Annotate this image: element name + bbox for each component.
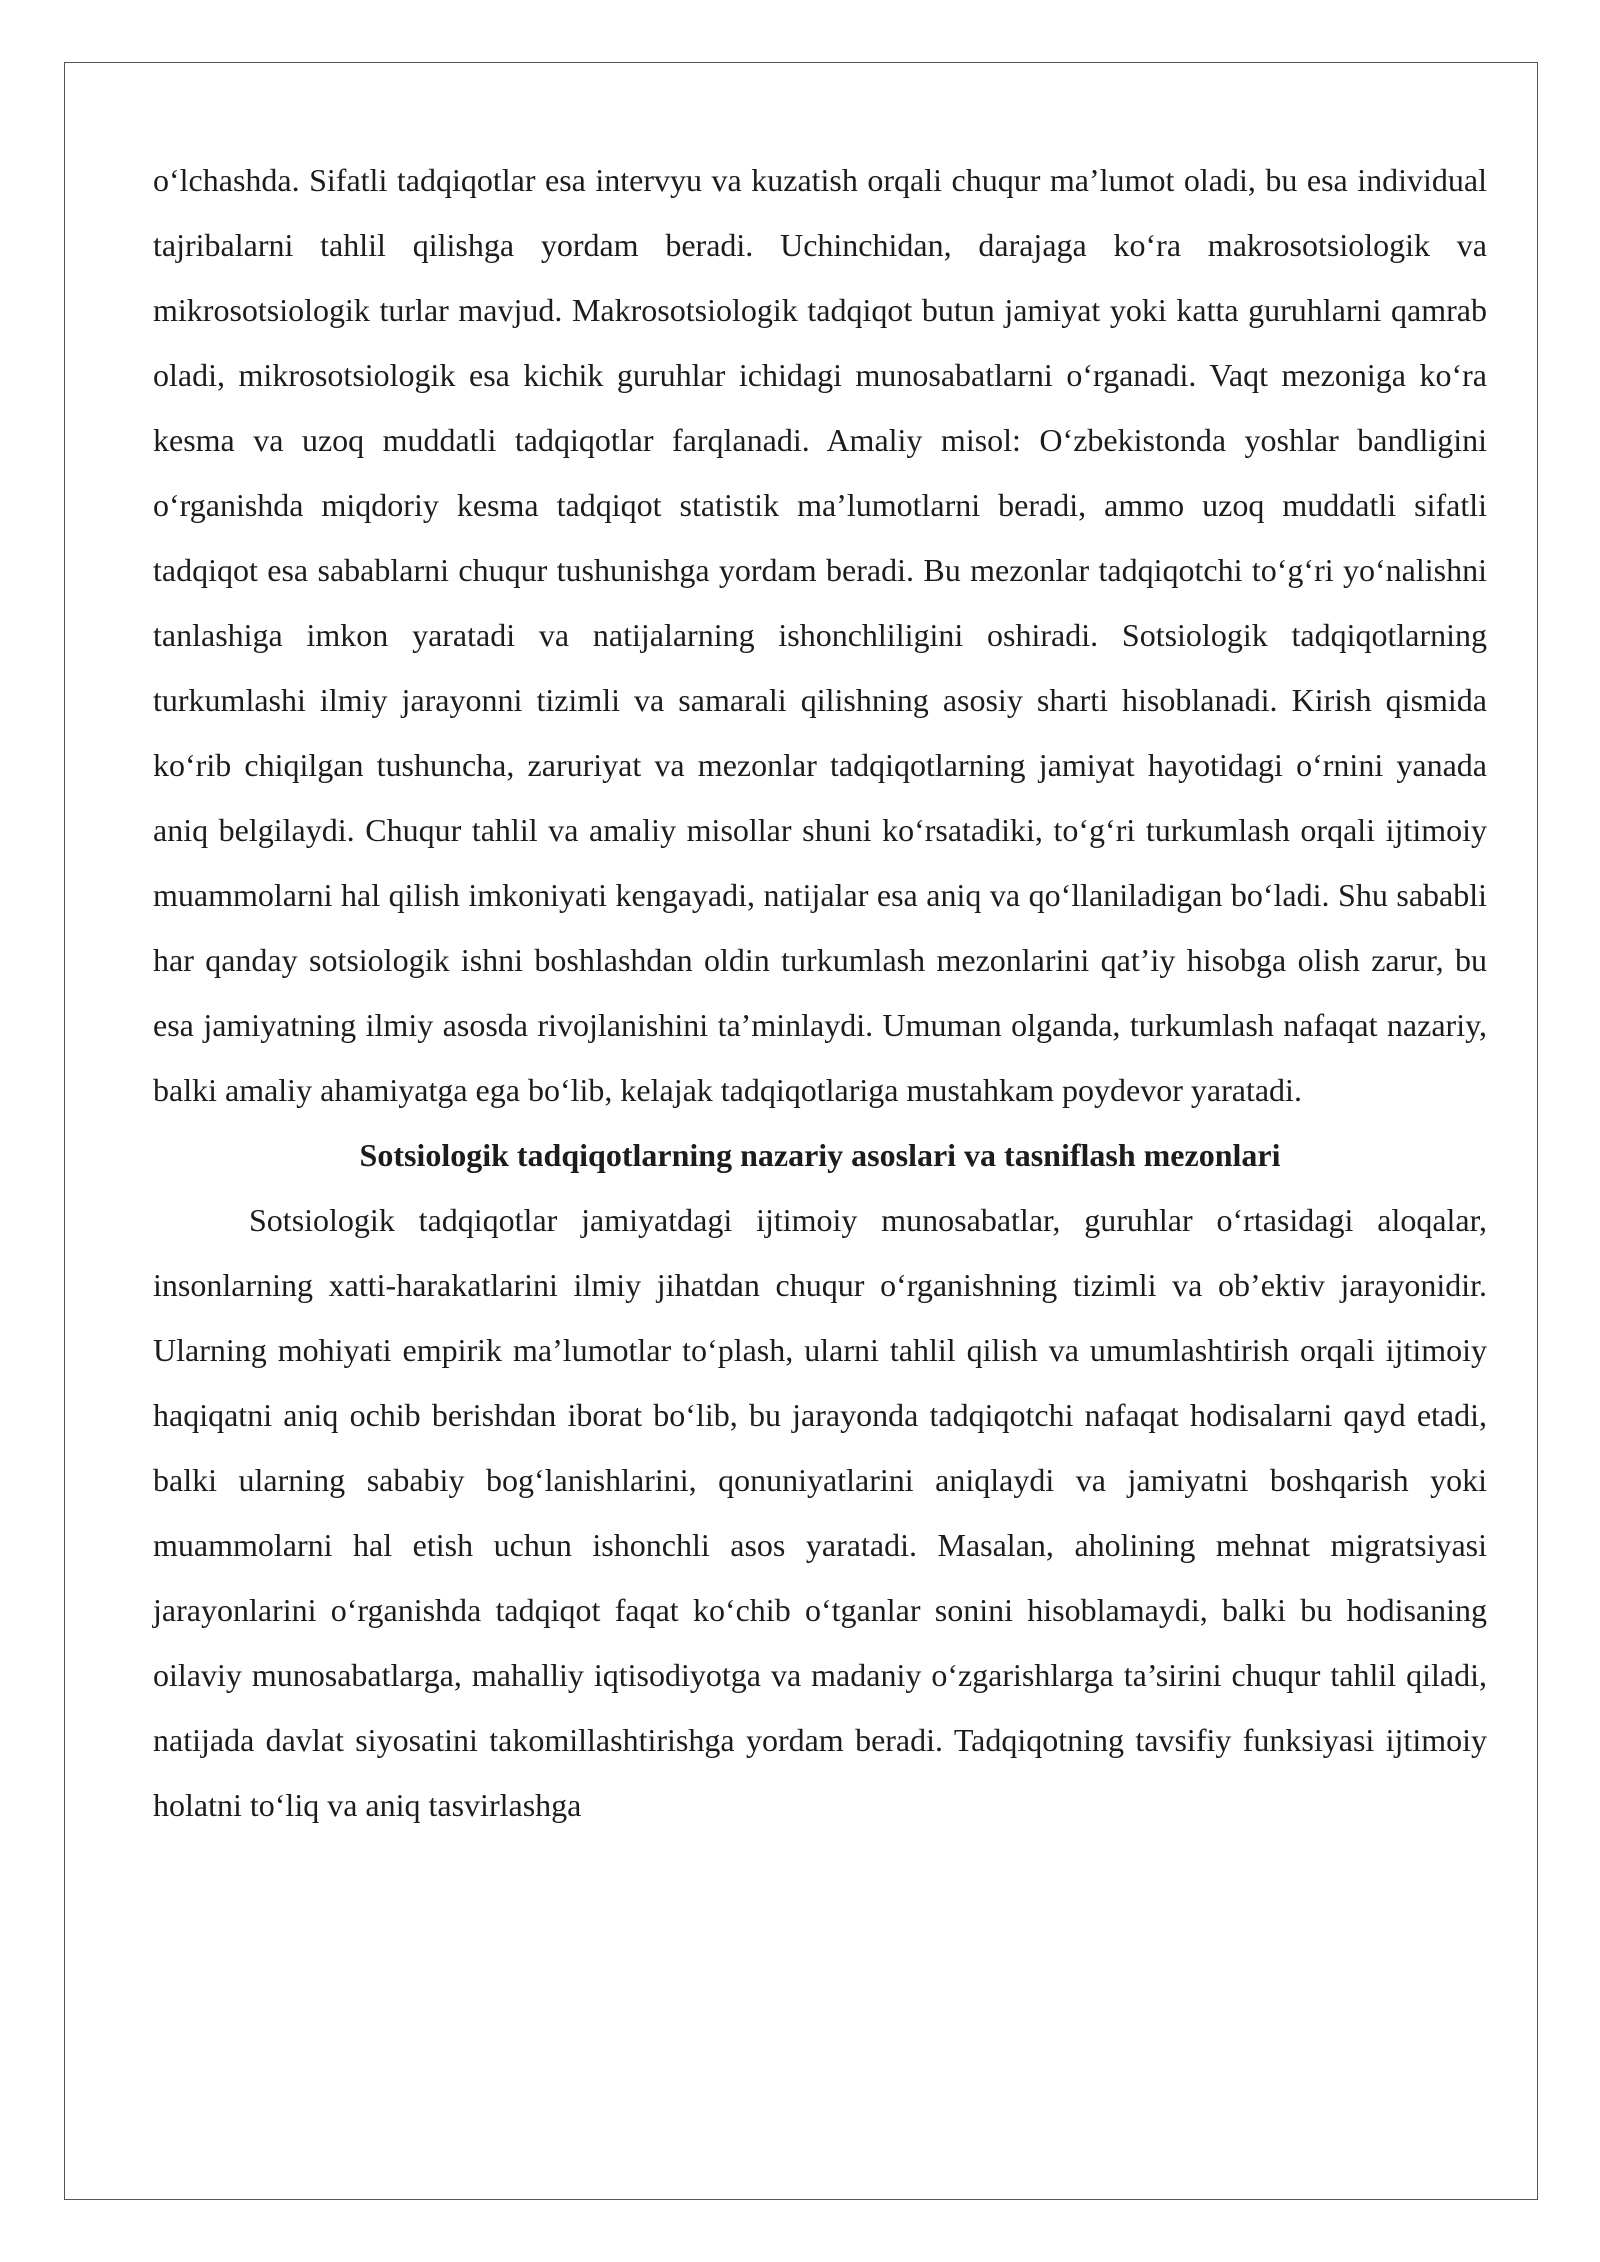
document-body bbox=[153, 148, 1487, 1838]
section-paragraph: Sotsiologik tadqiqotlar jamiyatdagi ijtimoiy munosabatlar, guruhlar o‘rtasidagi aloqalar, insonlarning xatti-harakatlarini ilmiy jihatdan chuqur o‘rganishning tizimli va ob’ektiv jarayonidir. Ularning mohiyati empirik ma’lumotlar to‘plash, ularni tahlil qilish va umumlashtirish orqali ijtimoiy haqiqatni aniq ochib berishdan iborat bo‘lib, bu jarayonda tadqiqotchi nafaqat hodisalarni qayd etadi, balki ularning sababiy bog‘lanishlarini, qonuniyatlarini aniqlaydi va jamiyatni boshqarish yoki muammolarni hal etish uchun ishonchli asos yaratadi. Masalan, aholining mehnat migratsiyasi jarayonlarini o‘rganishda tadqiqot faqat ko‘chib o‘tganlar sonini hisoblamaydi, balki bu hodisaning oilaviy munosabatlarga, mahalliy iqtisodiyotga va madaniy o‘zgarishlarga ta’sirini chuqur tahlil qiladi, natijada davlat siyosatini takomillashtirishga yordam beradi. Tadqiqotning tavsifiy funksiyasi ijtimoiy holatni to‘liq va aniq tasvirlashga bbox=[153, 1202, 1487, 1823]
paragraph-continued: o‘lchashda. Sifatli tadqiqotlar esa intervyu va kuzatish orqali chuqur ma’lumot oladi, bu esa individual tajribalarni tahlil qilishga yordam beradi. Uchinchidan, darajaga ko‘ra makrosotsiologik va mikrosotsiologik turlar mavjud. Makrosotsiologik tadqiqot butun jamiyat yoki katta guruhlarni qamrab oladi, mikrosotsiologik esa kichik guruhlar ichidagi munosabatlarni o‘rganadi. Vaqt mezoniga ko‘ra kesma va uzoq muddatli tadqiqotlar farqlanadi. Amaliy misol: O‘zbekistonda yoshlar bandligini o‘rganishda miqdoriy kesma tadqiqot statistik ma’lumotlarni beradi, ammo uzoq muddatli sifatli tadqiqot esa sabablarni chuqur tushunishga yordam beradi. Bu mezonlar tadqiqotchi to‘g‘ri yo‘nalishni tanlashiga imkon yaratadi va natijalarning ishonchliligini oshiradi. Sotsiologik tadqiqotlarning turkumlashi ilmiy jarayonni tizimli va samarali qilishning asosiy sharti hisoblanadi. Kirish qismida ko‘rib chiqilgan tushuncha, zaruriyat va mezonlar tadqiqotlarning jamiyat hayotidagi o‘rnini yanada aniq belgilaydi. Chuqur tahlil va amaliy misollar shuni ko‘rsatadiki, to‘g‘ri turkumlash orqali ijtimoiy muammolarni hal qilish imkoniyati kengayadi, natijalar esa aniq va qo‘llaniladigan bo‘ladi. Shu sababli har qanday sotsiologik ishni boshlashdan oldin turkumlash mezonlarini qat’iy hisobga olish zarur, bu esa jamiyatning ilmiy asosda rivojlanishini ta’minlaydi. Umuman olganda, turkumlash nafaqat nazariy, balki amaliy ahamiyatga ega bo‘lib, kelajak tadqiqotlariga mustahkam poydevor yaratadi. bbox=[153, 162, 1487, 1108]
section-heading: Sotsiologik tadqiqotlarning nazariy asoslari va tasniflash mezonlari bbox=[359, 1137, 1281, 1173]
